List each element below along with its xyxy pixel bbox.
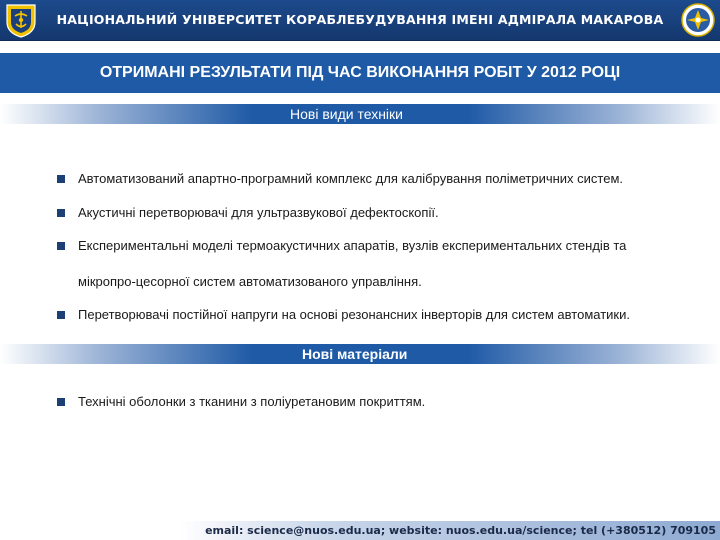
- list-item: Технічні оболонки з тканини з поліуретановим покриттям.: [78, 394, 426, 409]
- list-item: Автоматизований апартно-програмний комплекс для калібрування поліметричних систем.: [78, 171, 624, 186]
- list-item: Акустичні перетворювачі для ультразвукової дефектоскопії.: [78, 205, 439, 220]
- bullet-icon: [57, 242, 65, 250]
- section-header-new-equipment: [0, 104, 720, 124]
- page-title: ОТРИМАНІ РЕЗУЛЬТАТИ ПІД ЧАС ВИКОНАННЯ РОБІТ У 2012 РОЦІ: [0, 53, 720, 93]
- list-item-continuation: мікропро-цесорної систем автоматизованого управління.: [78, 274, 422, 289]
- university-name: НАЦІОНАЛЬНИЙ УНІВЕРСИТЕТ КОРАБЛЕБУДУВАННЯ ІМЕНІ АДМІРАЛА МАКАРОВА: [56, 12, 664, 27]
- section-heading: Нові матеріали: [290, 344, 419, 364]
- header-bar: [0, 0, 720, 41]
- university-crest-icon: [4, 2, 38, 38]
- section-heading: Нові види техніки: [278, 104, 415, 124]
- section-header-new-materials: [0, 344, 720, 364]
- list-item: Перетворювачі постійної напруги на основі резонансних інверторів для систем автоматики.: [78, 307, 630, 322]
- bullet-icon: [57, 209, 65, 217]
- bullet-icon: [57, 311, 65, 319]
- bullet-icon: [57, 398, 65, 406]
- footer-bar: [0, 521, 720, 540]
- list-item: Експериментальні моделі термоакустичних апаратів, вузлів експериментальних стендів та: [78, 238, 627, 253]
- university-emblem-icon: [680, 2, 716, 38]
- footer-contacts: email: science@nuos.edu.ua; website: nuos.edu.ua/science; tel (+380512) 709105: [205, 524, 716, 537]
- bullet-icon: [57, 175, 65, 183]
